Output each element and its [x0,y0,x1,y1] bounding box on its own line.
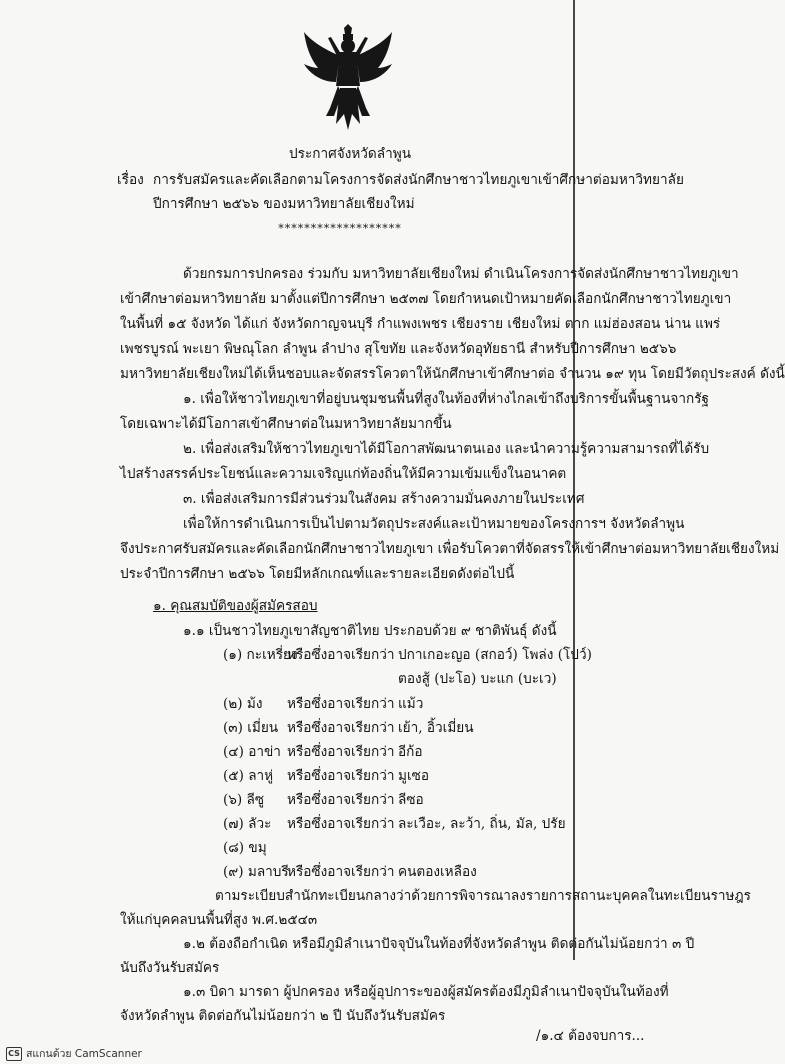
page-continuation: /๑.๔ ต้องจบการ... [536,1028,645,1044]
tribe-name: (๙) มลาบรี [223,864,289,880]
objective-3: ๓. เพื่อส่งเสริมการมีส่วนร่วมในสังคม สร้างความมั่นคงภายในประเทศ [183,491,585,507]
tribe-name: (๒) ม้ง [223,696,263,712]
section-1-heading: ๑. คุณสมบัติของผู้สมัครสอบ [153,598,318,614]
tribe-other-names: แม้ว [398,696,424,712]
tribe-alias-label: หรือซึ่งอาจเรียกว่า [287,816,395,832]
tribe-other-names: มูเซอ [398,768,429,784]
tribe-other-names: ตองสู้ (ปะโอ) บะแก (บะเว) [398,671,557,687]
subject-line-1: การรับสมัครและคัดเลือกตามโครงการจัดส่งนักศึกษาชาวไทยภูเขาเข้าศึกษาต่อมหาวิทยาลัย [153,172,684,188]
camscanner-icon: CS [6,1047,22,1061]
tribe-name: (๖) ลีซู [223,792,265,808]
tribe-name: (๘) ขมุ [223,840,267,856]
tribe-other-names: ลีซอ [398,792,424,808]
tribe-name: (๗) ลัวะ [223,816,272,832]
item-1-1: ๑.๑ เป็นชาวไทยภูเขาสัญชาติไทย ประกอบด้วย ๙ ชาติพันธุ์ ดังนี้ [183,623,557,639]
item-1-2-cont: นับถึงวันรับสมัคร [120,960,220,976]
tribe-other-names: อีก้อ [398,744,423,760]
announcement-line: ประจำปีการศึกษา ๒๕๖๖ โดยมีหลักเกณฑ์และรายละเอียดดังต่อไปนี้ [120,566,515,582]
scanner-watermark [6,1045,142,1062]
tribe-alias-label: หรือซึ่งอาจเรียกว่า [287,696,395,712]
tribe-alias-label: หรือซึ่งอาจเรียกว่า [287,768,395,784]
item-1-3: ๑.๓ บิดา มารดา ผู้ปกครอง หรือผู้อุปการะของผู้สมัครต้องมีภูมิลำเนาปัจจุบันในท้องที่ [183,984,669,1000]
scanner-label: สแกนด้วย CamScanner [26,1048,142,1060]
intro-line: ด้วยกรมการปกครอง ร่วมกับ มหาวิทยาลัยเชียงใหม่ ดำเนินโครงการจัดส่งนักศึกษาชาวไทยภูเขา [183,266,739,282]
item-1-2: ๑.๒ ต้องถือกำเนิด หรือมีภูมิลำเนาปัจจุบันในท้องที่จังหวัดลำพูน ติดต่อกันไม่น้อยกว่า ๓ ปี [183,936,695,952]
regulation-line-2: ให้แก่บุคคลบนพื้นที่สูง พ.ศ.๒๕๔๓ [120,912,318,928]
garuda-emblem [300,24,396,134]
intro-line: เข้าศึกษาต่อมหาวิทยาลัย มาตั้งแต่ปีการศึกษา ๒๕๓๗ โดยกำหนดเป้าหมายคัดเลือกนักศึกษาชาวไทยภูเขา [120,291,732,307]
objective-2: ๒. เพื่อส่งเสริมให้ชาวไทยภูเขาได้มีโอกาสพัฒนาตนเอง และนำความรู้ความสามารถที่ได้รับ [183,441,710,457]
announcement-line: จึงประกาศรับสมัครและคัดเลือกนักศึกษาชาวไทยภูเขา เพื่อรับโควตาที่จัดสรรให้เข้าศึกษาต่อมหาวิทยาลัยเชียงใหม่ [120,541,780,557]
tribe-other-names: ละเวือะ, ละว้า, ถิ่น, มัล, ปรัย [398,816,566,832]
tribe-alias-label: หรือซึ่งอาจเรียกว่า [287,720,395,736]
announcement-title: ประกาศจังหวัดลำพูน [289,146,411,162]
tribe-other-names: คนตองเหลือง [398,864,477,880]
intro-line: มหาวิทยาลัยเชียงใหม่ได้เห็นชอบและจัดสรรโควตาให้นักศึกษาเข้าศึกษาต่อ จำนวน ๑๙ ทุน โดยมีวัตถุประสงค์ ดังนี้ [120,366,785,382]
tribe-other-names: ปกาเกอะญอ (สกอว์) โพล่ง (โปว์) [398,647,592,663]
intro-line: เพชรบูรณ์ พะเยา พิษณุโลก ลำพูน ลำปาง สุโขทัย และจังหวัดอุทัยธานี สำหรับปีการศึกษา ๒๕๖๖ [120,341,677,357]
tribe-alias-label: หรือซึ่งอาจเรียกว่า [287,647,395,663]
regulation-line-1: ตามระเบียบสำนักทะเบียนกลางว่าด้วยการพิจารณาลงรายการสถานะบุคคลในทะเบียนราษฎร [215,888,751,904]
tribe-other-names: เย้า, อิ้วเมี่ยน [398,720,474,736]
objective-2-cont: ไปสร้างสรรค์ประโยชน์และความเจริญแก่ท้องถิ่นให้มีความเข้มแข็งในอนาคต [120,466,567,482]
tribe-alias-label: หรือซึ่งอาจเรียกว่า [287,864,395,880]
announcement-line: เพื่อให้การดำเนินการเป็นไปตามวัตถุประสงค์และเป้าหมายของโครงการฯ จังหวัดลำพูน [183,516,685,532]
separator-stars: ******************* [278,222,402,235]
subject-label: เรื่อง [117,172,144,188]
tribe-alias-label: หรือซึ่งอาจเรียกว่า [287,792,395,808]
item-1-3-cont: จังหวัดลำพูน ติดต่อกันไม่น้อยกว่า ๒ ปี นับถึงวันรับสมัคร [120,1008,446,1024]
tribe-name: (๔) อาข่า [223,744,281,760]
intro-line: ในพื้นที่ ๑๕ จังหวัด ได้แก่ จังหวัดกาญจนบุรี กำแพงเพชร เชียงราย เชียงใหม่ ตาก แม่ฮ่องสอน น่าน แพร่ [120,316,721,332]
tribe-name: (๑) กะเหรี่ยง [223,647,298,663]
objective-1: ๑. เพื่อให้ชาวไทยภูเขาที่อยู่บนชุมชนพื้นที่สูงในท้องที่ห่างไกลเข้าถึงบริการขั้นพื้นฐานจากรัฐ [183,391,710,407]
tribe-alias-label: หรือซึ่งอาจเรียกว่า [287,744,395,760]
objective-1-cont: โดยเฉพาะได้มีโอกาสเข้าศึกษาต่อในมหาวิทยาลัยมากขึ้น [120,416,452,432]
tribe-name: (๓) เมี่ยน [223,720,279,736]
tribe-name: (๕) ลาหู่ [223,768,274,784]
subject-line-2: ปีการศึกษา ๒๕๖๖ ของมหาวิทยาลัยเชียงใหม่ [153,196,415,212]
